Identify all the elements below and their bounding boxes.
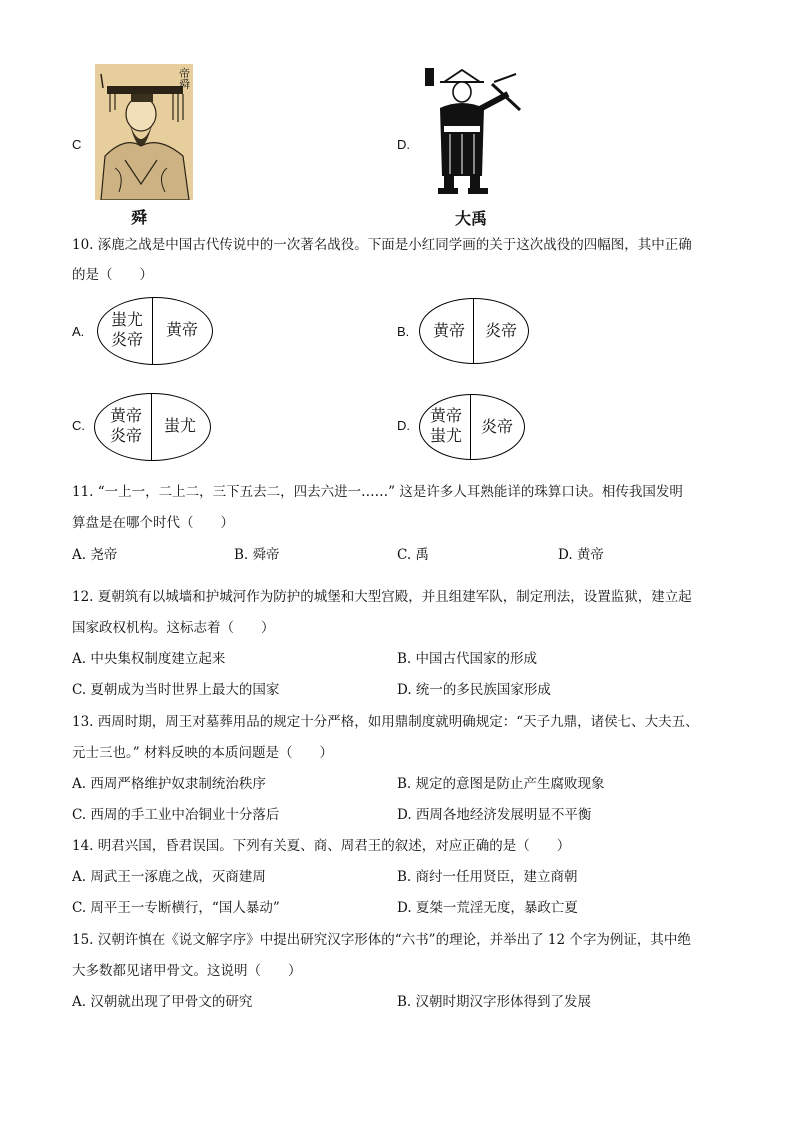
q10-a-left-1: 蚩尤	[110, 310, 143, 329]
q10-a-left-2: 炎帝	[110, 330, 143, 349]
dayu-caption: 大禹	[455, 209, 488, 228]
q10-d-left-group	[422, 406, 470, 446]
q13-option-c: C. 西周的手工业中冶铜业十分落后	[72, 807, 280, 823]
q11-stem-line1: 11. “一上一，二上二，三下五去二，四去六进一……” 这是许多人耳熟能详的珠算口诀。相传我国发明	[72, 484, 683, 500]
dayu-image	[422, 64, 522, 204]
q10-option-d-letter: D.	[397, 418, 410, 433]
q12-option-b: B. 中国古代国家的形成	[397, 651, 538, 667]
q12-stem-line1: 12. 夏朝筑有以城墙和护城河作为防护的城堡和大型宫殿，并且组建军队，制定刑法，设置监狱，建立起	[72, 589, 692, 605]
q12-option-a: A. 中央集权制度建立起来	[72, 651, 226, 667]
q15-option-b: B. 汉朝时期汉字形体得到了发展	[397, 994, 592, 1010]
q13-stem-line2: 元士三也。” 材料反映的本质问题是（ ）	[72, 745, 333, 761]
q13-option-d: D. 西周各地经济发展明显不平衡	[397, 807, 592, 823]
q15-option-a: A. 汉朝就出现了甲骨文的研究	[72, 994, 253, 1010]
q12-stem-line2: 国家政权机构。这标志着（ ）	[72, 620, 275, 636]
option-letter-d: D.	[397, 137, 410, 152]
q10-d-left-1: 黄帝	[429, 406, 462, 425]
q10-d-left-2: 蚩尤	[429, 426, 462, 445]
q10-a-right: 黄帝	[165, 320, 198, 339]
q10-stem-line1: 10. 涿鹿之战是中国古代传说中的一次著名战役。下面是小红同学画的关于这次战役的四幅图，其中正确	[72, 237, 692, 253]
shun-caption: 舜	[131, 208, 148, 227]
q14-option-b: B. 商纣一任用贤臣，建立商朝	[397, 869, 578, 885]
q13-option-b: B. 规定的意图是防止产生腐败现象	[397, 776, 605, 792]
q10-option-c-diagram	[94, 393, 211, 461]
q10-b-right: 炎帝	[484, 321, 517, 340]
q10-c-left-group	[101, 406, 151, 446]
q10-d-right: 炎帝	[480, 417, 513, 436]
shun-seal-text: 帝舜	[179, 67, 190, 91]
q12-option-c: C. 夏朝成为当时世界上最大的国家	[72, 682, 280, 698]
q11-option-b: B. 舜帝	[234, 547, 280, 563]
q13-option-a: A. 西周严格维护奴隶制统治秩序	[72, 776, 266, 792]
q10-option-b-letter: B.	[397, 324, 410, 339]
q11-option-a: A. 尧帝	[72, 547, 118, 563]
q15-stem-line2: 大多数都见诸甲骨文。这说明（ ）	[72, 963, 302, 979]
q10-c-right: 蚩尤	[163, 416, 196, 435]
q13-stem-line1: 13. 西周时期，周王对墓葬用品的规定十分严格，如用鼎制度就明确规定：“天子九鼎，诸侯七、大夫五、	[72, 714, 699, 730]
q10-option-a-diagram	[97, 297, 213, 365]
q10-option-d-diagram	[419, 394, 525, 460]
q14-stem-line1: 14. 明君兴国，昏君误国。下列有关夏、商、周君王的叙述，对应正确的是（ ）	[72, 838, 571, 854]
q10-stem-line2: 的是（ ）	[72, 267, 153, 283]
q10-option-c-letter: C.	[72, 418, 85, 433]
q10-c-left-1: 黄帝	[109, 406, 142, 425]
q14-option-d: D. 夏桀一荒淫无度，暴政亡夏	[397, 900, 578, 916]
q10-b-left: 黄帝	[432, 321, 465, 340]
q10-c-left-2: 炎帝	[109, 426, 142, 445]
q15-stem-line1: 15. 汉朝许慎在《说文解字序》中提出研究汉字形体的“六书”的理论，并举出了 12 个字为例证，其中绝	[72, 932, 691, 948]
q11-option-c: C. 禹	[397, 547, 429, 563]
dayu-figure	[422, 64, 522, 204]
q14-option-a: A. 周武王一涿鹿之战，灭商建周	[72, 869, 266, 885]
q12-option-d: D. 统一的多民族国家形成	[397, 682, 551, 698]
q10-option-a-letter: A.	[72, 324, 85, 339]
q10-a-left-group	[102, 310, 152, 350]
option-letter-c: C	[72, 137, 82, 152]
q10-option-b-diagram	[419, 298, 529, 364]
q11-stem-line2: 算盘是在哪个时代（ ）	[72, 515, 234, 531]
q11-option-d: D. 黄帝	[558, 547, 604, 563]
shun-portrait	[95, 64, 193, 200]
q14-option-c: C. 周平王一专断横行，“国人暴动”	[72, 900, 280, 916]
